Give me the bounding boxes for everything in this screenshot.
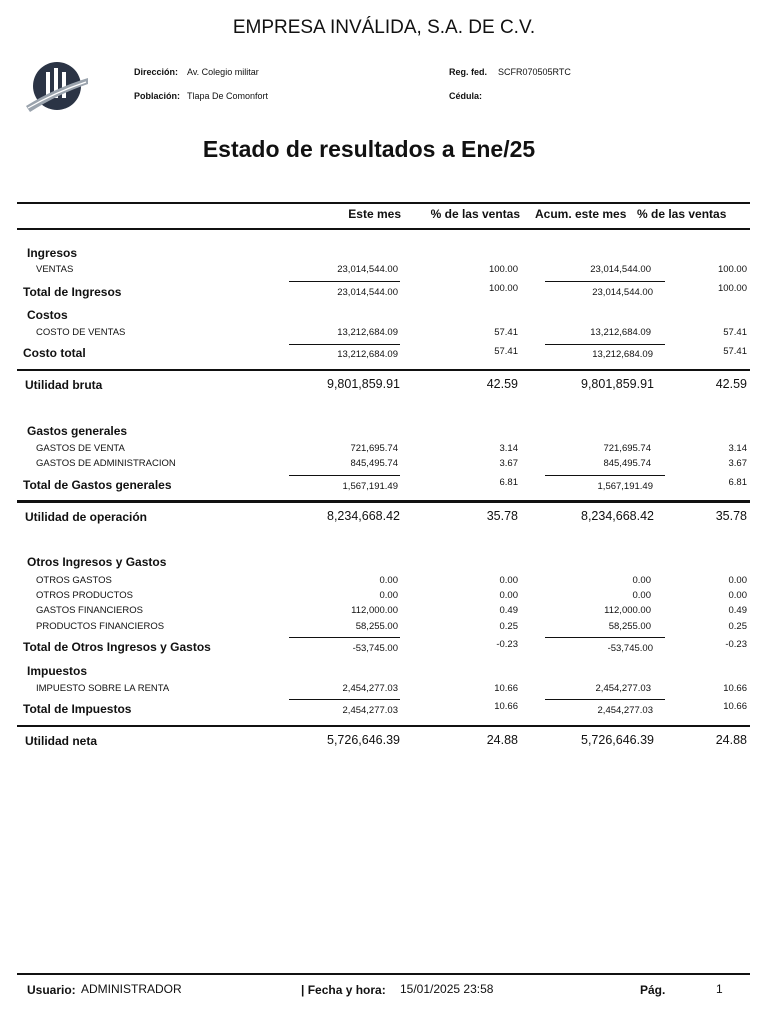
subtotal-rule xyxy=(289,699,400,700)
utilidad-bruta-label: Utilidad bruta xyxy=(25,378,103,392)
table-row xyxy=(0,575,768,589)
subtotal-rule xyxy=(545,344,665,345)
subtotal-rule xyxy=(289,344,400,345)
row-pct: 10.66 xyxy=(494,683,518,694)
report-title: Estado de resultados a Ene/25 xyxy=(202,136,536,162)
row-pct: 100.00 xyxy=(488,264,518,275)
row-mes: 721,695.74 xyxy=(350,443,398,454)
row-pct: 0.00 xyxy=(499,575,518,586)
total-row xyxy=(0,702,768,716)
total-pct: 6.81 xyxy=(499,477,518,488)
col-este-mes: Este mes xyxy=(348,207,401,221)
direccion-label: Dirección: xyxy=(134,67,179,77)
row-pct2: 0.25 xyxy=(728,621,747,632)
total-pct: 100.00 xyxy=(488,283,518,294)
row-pct: 3.67 xyxy=(499,458,518,469)
row-pct: 0.00 xyxy=(499,590,518,601)
row-label: GASTOS DE VENTA xyxy=(36,443,125,454)
section-otros: Otros Ingresos y Gastos xyxy=(27,555,167,569)
row-acum: 23,014,544.00 xyxy=(590,264,651,275)
row-acum: 0.00 xyxy=(632,575,651,586)
total-pct: -0.23 xyxy=(496,639,518,650)
regfed-value: SCFR070505RTC xyxy=(498,67,571,77)
section-rule xyxy=(17,725,750,727)
total-label: Total de Gastos generales xyxy=(23,478,172,492)
row-mes: 23,014,544.00 xyxy=(337,264,398,275)
direccion-value: Av. Colegio militar xyxy=(187,67,259,77)
utilidad-operacion-pct: 35.78 xyxy=(486,509,518,523)
section-costos: Costos xyxy=(27,308,68,322)
fecha-label: | Fecha y hora: xyxy=(301,983,386,997)
row-pct: 0.25 xyxy=(499,621,518,632)
utilidad-neta-mes: 5,726,646.39 xyxy=(327,733,400,747)
usuario-value: ADMINISTRADOR xyxy=(81,982,182,996)
section-rule xyxy=(17,500,750,503)
total-pct2: 6.81 xyxy=(728,477,747,488)
row-pct2: 100.00 xyxy=(717,264,747,275)
utilidad-bruta-pct: 42.59 xyxy=(486,377,518,391)
total-pct2: -0.23 xyxy=(725,639,747,650)
total-row xyxy=(0,478,768,492)
row-label: PRODUCTOS FINANCIEROS xyxy=(36,621,165,632)
table-row xyxy=(0,458,768,472)
utilidad-operacion-acum: 8,234,668.42 xyxy=(581,509,654,523)
utilidad-operacion-label: Utilidad de operación xyxy=(25,510,148,524)
row-label: OTROS PRODUCTOS xyxy=(36,590,133,601)
total-acum: -53,745.00 xyxy=(607,643,653,654)
total-mes: 13,212,684.09 xyxy=(337,349,398,360)
table-row xyxy=(0,621,768,635)
total-mes: 1,567,191.49 xyxy=(342,481,398,492)
header-top-rule xyxy=(17,202,750,204)
row-mes: 845,495.74 xyxy=(350,458,398,469)
section-ingresos: Ingresos xyxy=(27,246,78,260)
row-pct2: 3.14 xyxy=(728,443,747,454)
total-pct2: 57.41 xyxy=(723,346,747,357)
row-acum: 0.00 xyxy=(632,590,651,601)
company-name: EMPRESA INVÁLIDA, S.A. DE C.V. xyxy=(232,17,536,38)
total-row xyxy=(0,346,768,360)
row-pct2: 10.66 xyxy=(723,683,747,694)
row-acum: 845,495.74 xyxy=(603,458,651,469)
row-label: COSTO DE VENTAS xyxy=(36,327,126,338)
utilidad-row xyxy=(0,377,768,393)
fecha-value: 15/01/2025 23:58 xyxy=(400,982,494,996)
subtotal-rule xyxy=(289,637,400,638)
total-pct2: 100.00 xyxy=(717,283,747,294)
total-label: Costo total xyxy=(23,346,86,360)
utilidad-neta-pct: 24.88 xyxy=(486,733,518,747)
poblacion-value: Tlapa De Comonfort xyxy=(187,91,269,101)
row-mes: 0.00 xyxy=(379,590,398,601)
row-pct2: 57.41 xyxy=(723,327,747,338)
row-pct: 0.49 xyxy=(499,605,518,616)
total-mes: 23,014,544.00 xyxy=(337,287,398,298)
header-bottom-rule xyxy=(17,228,750,230)
utilidad-operacion-mes: 8,234,668.42 xyxy=(327,509,400,523)
total-row xyxy=(0,640,768,654)
row-label: GASTOS DE ADMINISTRACION xyxy=(36,458,176,469)
poblacion-label: Población: xyxy=(134,91,181,101)
section-impuestos: Impuestos xyxy=(27,664,88,678)
pagina-value: 1 xyxy=(716,982,723,996)
utilidad-row xyxy=(0,733,768,749)
footer-rule xyxy=(17,973,750,975)
company-logo xyxy=(20,58,90,114)
subtotal-rule xyxy=(545,637,665,638)
row-acum: 112,000.00 xyxy=(604,605,651,616)
utilidad-neta-label: Utilidad neta xyxy=(25,734,98,748)
total-row xyxy=(0,285,768,299)
total-acum: 23,014,544.00 xyxy=(592,287,653,298)
subtotal-rule xyxy=(545,475,665,476)
total-label: Total de Impuestos xyxy=(23,702,132,716)
cedula-label: Cédula: xyxy=(449,91,483,101)
subtotal-rule xyxy=(545,699,665,700)
row-pct: 57.41 xyxy=(494,327,518,338)
total-acum: 1,567,191.49 xyxy=(597,481,653,492)
row-label: OTROS GASTOS xyxy=(36,575,112,586)
col-acum-este-mes: Acum. este mes xyxy=(535,207,627,221)
row-label: GASTOS FINANCIEROS xyxy=(36,605,143,616)
row-acum: 721,695.74 xyxy=(603,443,651,454)
row-pct2: 0.00 xyxy=(728,575,747,586)
utilidad-neta-acum: 5,726,646.39 xyxy=(581,733,654,747)
subtotal-rule xyxy=(289,475,400,476)
row-acum: 13,212,684.09 xyxy=(590,327,651,338)
total-label: Total de Ingresos xyxy=(23,285,122,299)
row-pct2: 3.67 xyxy=(728,458,747,469)
section-rule xyxy=(17,369,750,371)
row-acum: 58,255.00 xyxy=(608,621,651,632)
row-mes: 0.00 xyxy=(379,575,398,586)
subtotal-rule xyxy=(289,281,400,282)
row-mes: 58,255.00 xyxy=(355,621,398,632)
row-pct: 3.14 xyxy=(499,443,518,454)
total-mes: 2,454,277.03 xyxy=(342,705,398,716)
regfed-label: Reg. fed. xyxy=(449,67,488,77)
total-acum: 13,212,684.09 xyxy=(592,349,653,360)
col-pct-ventas: % de las ventas xyxy=(430,207,520,221)
total-pct: 57.41 xyxy=(494,346,518,357)
row-mes: 13,212,684.09 xyxy=(337,327,398,338)
utilidad-neta-pct2: 24.88 xyxy=(715,733,747,747)
total-mes: -53,745.00 xyxy=(352,643,398,654)
pagina-label: Pág. xyxy=(640,983,666,997)
utilidad-row xyxy=(0,509,768,525)
utilidad-operacion-pct2: 35.78 xyxy=(715,509,747,523)
row-acum: 2,454,277.03 xyxy=(595,683,651,694)
total-pct: 10.66 xyxy=(494,701,518,712)
row-pct2: 0.00 xyxy=(728,590,747,601)
subtotal-rule xyxy=(545,281,665,282)
col-pct-ventas-acum: % de las ventas xyxy=(637,207,727,221)
utilidad-bruta-mes: 9,801,859.91 xyxy=(327,377,400,391)
usuario-label: Usuario: xyxy=(27,983,76,997)
row-pct2: 0.49 xyxy=(728,605,747,616)
utilidad-bruta-acum: 9,801,859.91 xyxy=(581,377,654,391)
table-row xyxy=(0,683,768,697)
total-label: Total de Otros Ingresos y Gastos xyxy=(23,640,211,654)
total-pct2: 10.66 xyxy=(723,701,747,712)
row-mes: 2,454,277.03 xyxy=(342,683,398,694)
table-row xyxy=(0,327,768,341)
row-label: VENTAS xyxy=(36,264,74,275)
table-row xyxy=(0,605,768,619)
total-acum: 2,454,277.03 xyxy=(597,705,653,716)
table-row xyxy=(0,590,768,604)
table-row xyxy=(0,443,768,457)
row-mes: 112,000.00 xyxy=(351,605,398,616)
table-row xyxy=(0,264,768,278)
row-label: IMPUESTO SOBRE LA RENTA xyxy=(36,683,170,694)
section-gastos-generales: Gastos generales xyxy=(27,424,128,438)
utilidad-bruta-pct2: 42.59 xyxy=(715,377,747,391)
